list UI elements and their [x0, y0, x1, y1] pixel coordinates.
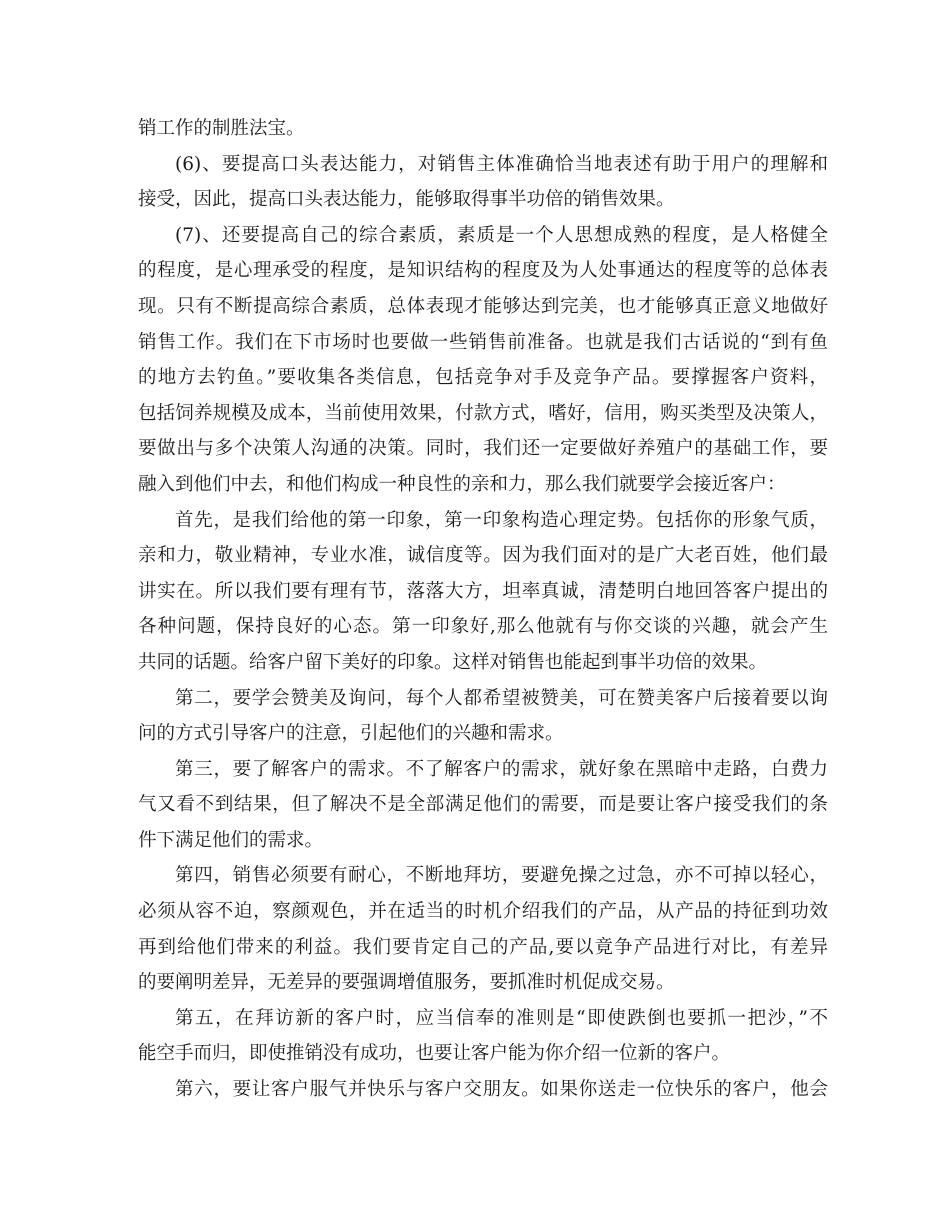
- text-line: 气又看不到结果，但了解决不是全部满足他们的需要，而是要让客户接受我们的条: [138, 794, 828, 816]
- text-line: 包括饲养规模及成本，当前使用效果，付款方式，嗜好，信用，购买类型及决策人，: [138, 402, 828, 424]
- text-line: 问的方式引导客户的注意，引起他们的兴趣和需求。: [138, 723, 564, 745]
- text-line: 首先，是我们给他的第一印象，第一印象构造心理定势。包括你的形象气质，: [175, 509, 828, 531]
- text-line: 讲实在。所以我们要有理有节，落落大方，坦率真诚，清楚明白地回答客户提出的: [138, 580, 828, 602]
- text-line: 第三，要了解客户的需求。不了解客户的需求，就好象在黑暗中走路，白费力: [175, 758, 828, 780]
- text-line: 要做出与多个决策人沟通的决策。同时，我们还一定要做好养殖户的基础工作，要: [138, 438, 828, 460]
- text-line: 的程度，是心理承受的程度，是知识结构的程度及为人处事通达的程度等的总体表: [138, 260, 828, 282]
- text-line: 融入到他们中去，和他们构成一种良性的亲和力，那么我们就要学会接近客户：: [138, 473, 786, 495]
- text-line: 销工作的制胜法宝。: [138, 118, 305, 139]
- text-line: 必须从容不迫，察颜观色，并在适当的时机介绍我们的产品，从产品的持征到功效: [138, 901, 828, 923]
- text-line: 第二，要学会赞美及询问，每个人都希望被赞美，可在赞美客户后接着要以询: [175, 687, 828, 709]
- text-line: 销售工作。我们在下市场时也要做一些销售前准备。也就是我们古话说的“到有鱼: [138, 331, 828, 353]
- text-line: 亲和力，敬业精神，专业水准，诚信度等。因为我们面对的是广大老百姓，他们最: [138, 545, 828, 567]
- text-line: 再到给他们带来的利益。我们要肯定自己的产品,要以竟争产品进行对比，有差异: [138, 936, 828, 958]
- text-line: 的要阐明差异，无差异的要强调增值服务，要抓准时机促成交易。: [138, 972, 675, 994]
- text-line: 第五，在拜访新的客户时，应当信奉的准则是“即使跌倒也要抓一把沙，”不: [175, 1007, 828, 1029]
- text-line: 第六，要让客户服气并快乐与客户交朋友。如果你送走一位快乐的客户，他会: [175, 1079, 828, 1101]
- document-body: [138, 111, 828, 1108]
- text-line: 共同的话题。给客户留下美好的印象。这样对销售也能起到事半功倍的效果。: [138, 651, 768, 673]
- text-line: 第四，销售必须要有耐心，不断地拜坊，要避免操之过急，亦不可掉以轻心，: [175, 865, 828, 887]
- text-line: 件下满足他们的需求。: [138, 829, 324, 851]
- text-line: 现。只有不断提高综合素质，总体表现才能够达到完美，也才能够真正意义地做好: [138, 295, 828, 317]
- text-line: 接受，因此，提高口头表达能力，能够取得事半功倍的销售效果。: [138, 189, 675, 211]
- text-line: (7)、还要提高自己的综合素质，素质是一个人思想成熟的程度，是人格健全: [175, 224, 828, 246]
- text-line: 能空手而归，即使推销没有成功，也要让客户能为你介绍一位新的客户。: [138, 1043, 731, 1065]
- text-line: 的地方去钓鱼。”要收集各类信息，包括竞争对手及竞争产品。要撑握客户资料，: [138, 367, 828, 389]
- text-line: 各种问题，保持良好的心态。第一印象好,那么他就有与你交谈的兴趣，就会产生: [138, 616, 828, 638]
- text-line: (6)、要提高口头表达能力，对销售主体准确恰当地表述有助于用户的理解和: [175, 153, 828, 175]
